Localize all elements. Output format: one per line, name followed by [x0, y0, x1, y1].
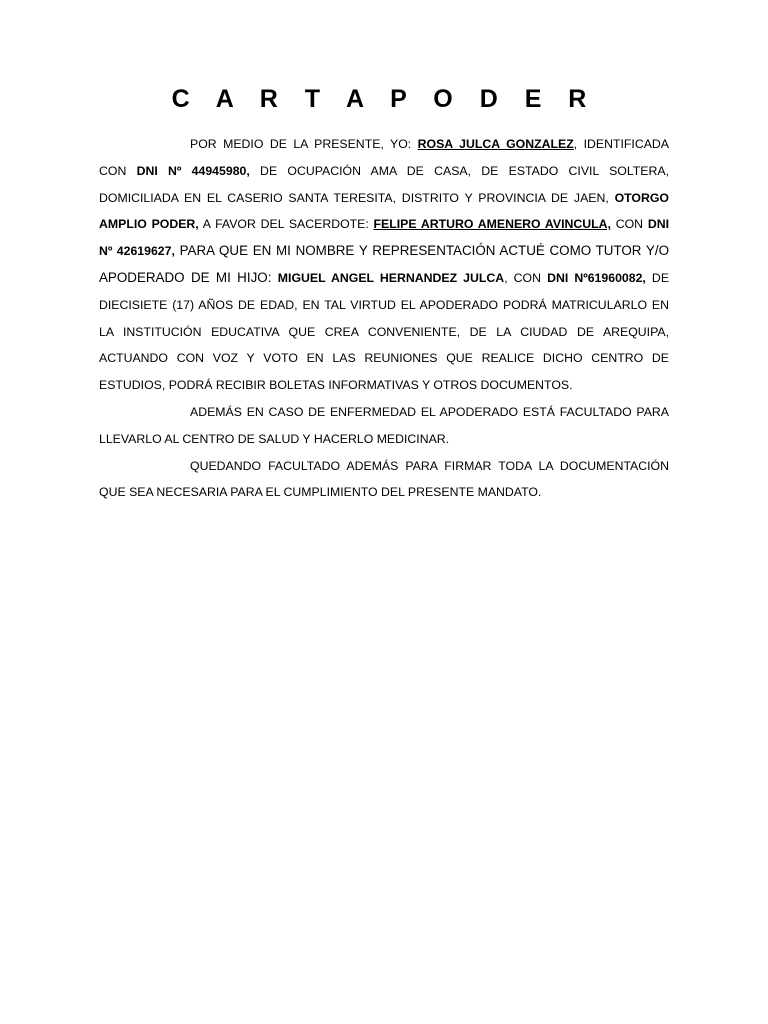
- paragraph-illness: ADEMÁS EN CASO DE ENFERMEDAD EL APODERADO ESTÁ FACULTADO PARA LLEVARLO AL CENTRO DE SALUD Y HACERLO MEDICINAR.: [99, 404, 669, 446]
- grant-phrase: OTORGO AMPLIO PODER,: [99, 190, 669, 232]
- document-body: [99, 131, 669, 506]
- child-dni: DNI Nº61960082,: [547, 270, 646, 285]
- text-segment: DE DIECISIETE (17) AÑOS DE EDAD, EN TAL VIRTUD EL APODERADO PODRÁ MATRICULARLO EN LA INSTITUCIÓN EDUCATIVA QUE CREA CONVENIENTE, DE LA CIUDAD DE AREQUIPA, ACTUANDO CON VOZ Y VOTO EN LAS REUNIONES QUE REALICE DICHO CENTRO DE ESTUDIOS, PODRÁ RECIBIR BOLETAS INFORMATIVAS Y OTROS DOCUMENTOS.: [99, 270, 670, 393]
- paragraph-signing: QUEDANDO FACULTADO ADEMÁS PARA FIRMAR TODA LA DOCUMENTACIÓN QUE SEA NECESARIA PARA EL CUMPLIMIENTO DEL PRESENTE MANDATO.: [99, 458, 669, 500]
- agent-dni: DNI Nº 42619627,: [99, 217, 669, 259]
- text-segment: A FAVOR DEL SACERDOTE:: [198, 217, 374, 232]
- grantor-name: ROSA JULCA GONZALEZ: [417, 137, 574, 151]
- text-segment: POR MEDIO DE LA PRESENTE, YO:: [190, 137, 418, 151]
- text-segment: , CON: [504, 270, 548, 285]
- document-title: C A R T A P O D E R: [171, 85, 597, 113]
- paragraph-grant: [99, 131, 669, 399]
- text-segment: CON: [610, 217, 648, 232]
- grantor-dni: DNI Nº 44945980,: [136, 163, 250, 178]
- text-segment: , IDENTIFICADA CON: [99, 137, 669, 178]
- text-segment: DE OCUPACIÓN AMA DE CASA, DE ESTADO CIVIL SOLTERA, DOMICILIADA EN EL CASERIO SANTA TERESITA, DISTRITO Y PROVINCIA DE JAEN,: [99, 163, 669, 205]
- child-name: MIGUEL ANGEL HERNANDEZ JULCA: [277, 270, 505, 285]
- agent-name: FELIPE ARTURO AMENERO AVINCULA,: [373, 217, 611, 232]
- text-segment: PARA QUE EN MI NOMBRE Y REPRESENTACIÓN ACTUÉ COMO TUTOR Y/O APODERADO DE MI HIJO:: [99, 243, 669, 285]
